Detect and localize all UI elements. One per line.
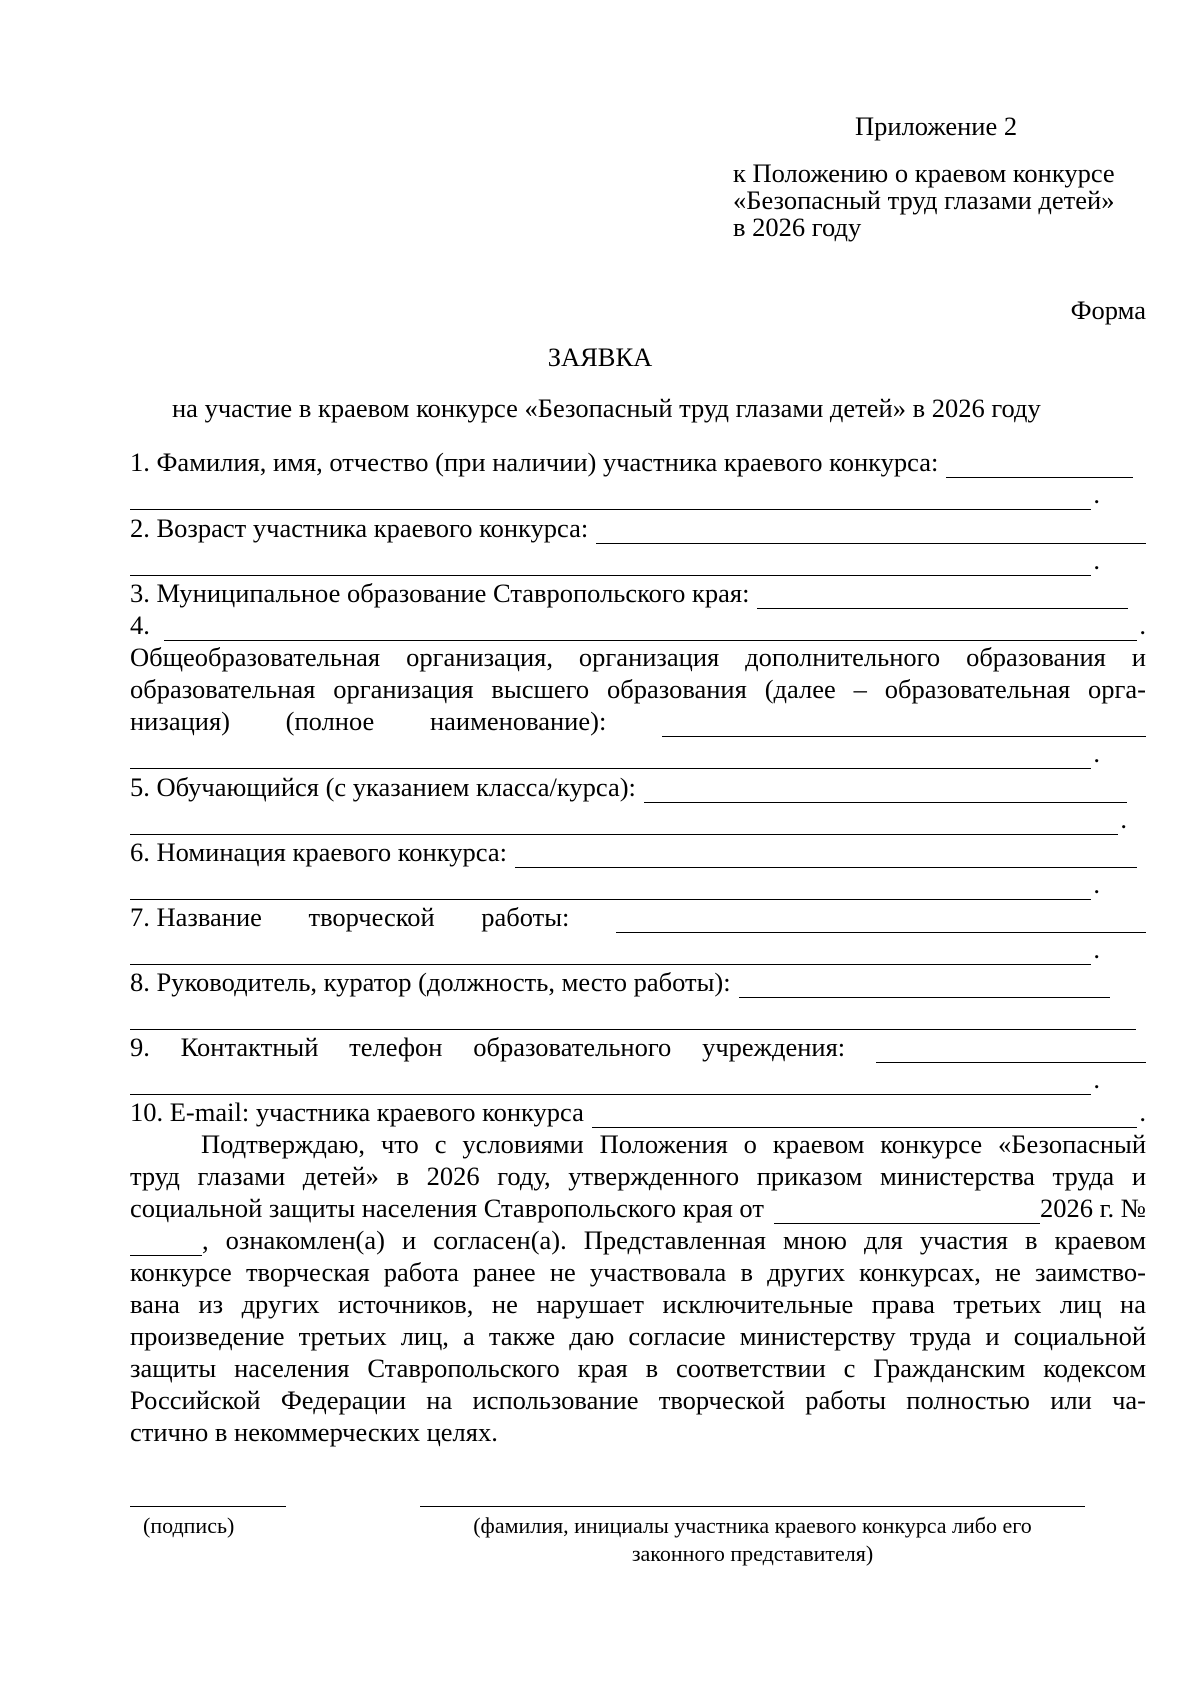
field-label: (полное — [285, 706, 375, 736]
input-line[interactable] — [946, 453, 1133, 478]
name-caption — [420, 1512, 1085, 1568]
field-label: образовательного — [473, 1032, 672, 1062]
consent-line: произведение третьих лиц, а также даю согласие министерству труда и социальной — [130, 1321, 1146, 1351]
field-label: 3. Муниципальное образование Ставропольского края: — [130, 578, 750, 608]
field-contact-phone-continued — [130, 1063, 1100, 1095]
appendix-reference-line: к Положению о краевом конкурсе — [733, 158, 1115, 188]
field-participant-name-continued — [130, 478, 1100, 510]
consent-line: Российской Федерации на использование творческой работы полностью или ча- — [130, 1385, 1146, 1415]
document-subtitle: на участие в краевом конкурсе «Безопасный труд глазами детей» в 2026 году — [172, 393, 1041, 423]
field-number: 4. — [130, 610, 150, 640]
input-line[interactable] — [644, 778, 1127, 803]
appendix-reference-line: в 2026 году — [733, 212, 862, 242]
period: . — [1139, 1097, 1146, 1127]
input-line[interactable] — [616, 908, 1146, 933]
name-signature-line[interactable] — [420, 1506, 1085, 1507]
input-line[interactable] — [130, 744, 1091, 769]
field-student-grade — [130, 771, 1127, 803]
input-line[interactable] — [130, 875, 1091, 900]
input-line[interactable] — [757, 584, 1128, 609]
consent-line: конкурсе творческая работа ранее не участвовала в других конкурсах, не заимство- — [130, 1257, 1146, 1287]
field-label: низация) — [130, 706, 230, 736]
input-line[interactable] — [130, 940, 1091, 965]
field-organization-continued — [130, 737, 1100, 769]
consent-line: Подтверждаю, что с условиями Положения о краевом конкурсе «Безопасный — [201, 1129, 1146, 1159]
field-student-grade-continued — [130, 803, 1127, 835]
field-label: телефон — [349, 1032, 443, 1062]
name-caption-line: (фамилия, инициалы участника краевого конкурса либо его — [473, 1513, 1032, 1538]
field-label: 6. Номинация краевого конкурса: — [130, 837, 507, 867]
field-work-title-continued — [130, 933, 1100, 965]
field-label: творческой — [308, 902, 435, 932]
period: . — [1093, 479, 1100, 509]
period: . — [1120, 804, 1127, 834]
field-work-title — [130, 901, 1146, 933]
consent-line: стично в некоммерческих целях. — [130, 1417, 498, 1447]
consent-line — [130, 1192, 1146, 1224]
input-line[interactable] — [592, 1103, 1137, 1128]
appendix-number: Приложение 2 — [855, 111, 1018, 141]
field-nomination — [130, 836, 1137, 868]
input-line[interactable] — [130, 551, 1091, 576]
field-label: работы: — [481, 902, 570, 932]
signature-line[interactable] — [130, 1506, 286, 1507]
field-label: 10. E-mail: участника краевого конкурса — [130, 1097, 584, 1127]
input-line[interactable] — [130, 485, 1091, 510]
period: . — [1093, 545, 1100, 575]
period: . — [1093, 1064, 1100, 1094]
consent-text: 2026 г. № — [1039, 1193, 1146, 1223]
field-participant-age-continued — [130, 544, 1100, 576]
field-participant-age — [130, 512, 1146, 544]
field-label: 7. Название — [130, 902, 262, 932]
field-label: учреждения: — [702, 1032, 846, 1062]
input-line[interactable] — [876, 1038, 1146, 1063]
field-contact-phone — [130, 1031, 1146, 1063]
input-line[interactable] — [164, 616, 1138, 641]
signature-caption: (подпись) — [143, 1513, 235, 1538]
input-line[interactable] — [130, 1005, 1136, 1030]
input-line[interactable] — [130, 1070, 1091, 1095]
field-municipality — [130, 577, 1128, 609]
field-organization — [130, 609, 1146, 641]
consent-line: защиты населения Ставропольского края в соответствии с Гражданским кодексом — [130, 1353, 1146, 1383]
field-label: наименование): — [429, 706, 607, 736]
field-supervisor-continued — [130, 998, 1136, 1030]
field-label: 5. Обучающийся (с указанием класса/курса): — [130, 772, 636, 802]
field-label: Контактный — [180, 1032, 319, 1062]
document-title: ЗАЯВКА — [547, 342, 653, 372]
field-label: 1. Фамилия, имя, отчество (при наличии) участника краевого конкурса: — [130, 447, 939, 477]
input-line[interactable] — [130, 810, 1118, 835]
appendix-reference — [733, 160, 1115, 241]
consent-paragraph — [130, 1128, 1146, 1448]
consent-text: , ознакомлен(а) и согласен(а). Представленная мною для участия в краевом — [202, 1225, 1146, 1255]
field-organization-description: Общеобразовательная организация, организация дополнительного образования и — [130, 642, 1146, 672]
field-label: 9. — [130, 1032, 150, 1062]
input-line[interactable] — [515, 843, 1137, 868]
consent-text: социальной защиты населения Ставропольского края от — [130, 1193, 764, 1223]
order-number-input-line[interactable] — [130, 1231, 202, 1256]
field-supervisor — [130, 966, 1110, 998]
field-organization-fullname — [130, 705, 1146, 737]
period: . — [1093, 869, 1100, 899]
field-nomination-continued — [130, 868, 1100, 900]
input-line[interactable] — [662, 712, 1146, 737]
date-input-line[interactable] — [774, 1199, 1040, 1224]
input-line[interactable] — [739, 973, 1110, 998]
consent-line: вана из других источников, не нарушает исключительные права третьих лиц на — [130, 1289, 1146, 1319]
field-email — [130, 1096, 1146, 1128]
consent-line — [130, 1224, 1146, 1256]
field-label: 8. Руководитель, куратор (должность, место работы): — [130, 967, 731, 997]
period: . — [1093, 934, 1100, 964]
consent-line: труд глазами детей» в 2026 году, утвержденного приказом министерства труда и — [130, 1161, 1146, 1191]
form-label: Форма — [1070, 295, 1146, 325]
period: . — [1093, 738, 1100, 768]
period: . — [1139, 610, 1146, 640]
appendix-reference-line: «Безопасный труд глазами детей» — [733, 185, 1115, 215]
name-caption-line: законного представителя) — [631, 1541, 874, 1566]
field-label: 2. Возраст участника краевого конкурса: — [130, 513, 589, 543]
field-participant-name — [130, 446, 1133, 478]
field-organization-description: образовательная организация высшего образования (далее – образовательная орга- — [130, 674, 1146, 704]
input-line[interactable] — [596, 519, 1146, 544]
